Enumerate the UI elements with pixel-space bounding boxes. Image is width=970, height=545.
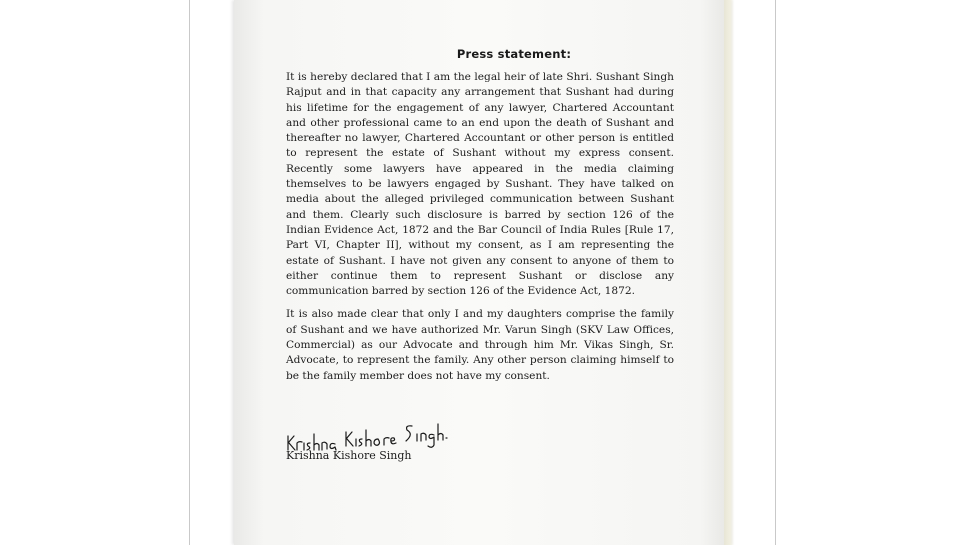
paper-edge: [724, 0, 734, 545]
paragraph-1: It is hereby declared that I am the legal heir of late Shri. Sushant Singh Rajput and in that capacity any arrangement that Sushant had during his lifetime for the engagement of any lawyer, Chartered Accountant and other professional came to an end upon the death of Sushant and thereafter no lawyer, Chartered Accountant or other person is entitled to represent the estate of Sushant without my express consent. Recently some lawyers have appeared in the media claiming themselves to be lawyers engaged by Sushant. They have talked on media about the alleged privileged communication between Sushant and them. Clearly such disclosure is barred by section 126 of the Indian Evidence Act, 1872 and the Bar Council of India Rules [Rule 17, Part VI, Chapter II], without my consent, as I am representing the estate of Sushant. I have not given any consent to anyone of them to either continue them to represent Sushant or disclose any communication barred by section 126 of the Evidence Act, 1872.: [286, 71, 674, 298]
handwritten-signature: [284, 414, 464, 454]
document-body: [286, 70, 674, 392]
signature-scribble: [284, 414, 464, 454]
paragraph-2: It is also made clear that only I and my daughters comprise the family of Sushant and we have authorized Mr. Varun Singh (SKV Law Offices, Commercial) as our Advocate and through him Mr. Vikas Singh, Sr. Advocate, to represent the family. Any other person claiming himself to be the family member does not have my consent.: [286, 308, 674, 382]
signatory-name: Krishna Kishore Singh: [286, 449, 412, 462]
document-title: Press statement:: [456, 47, 572, 61]
paper-sheet: [234, 0, 730, 545]
